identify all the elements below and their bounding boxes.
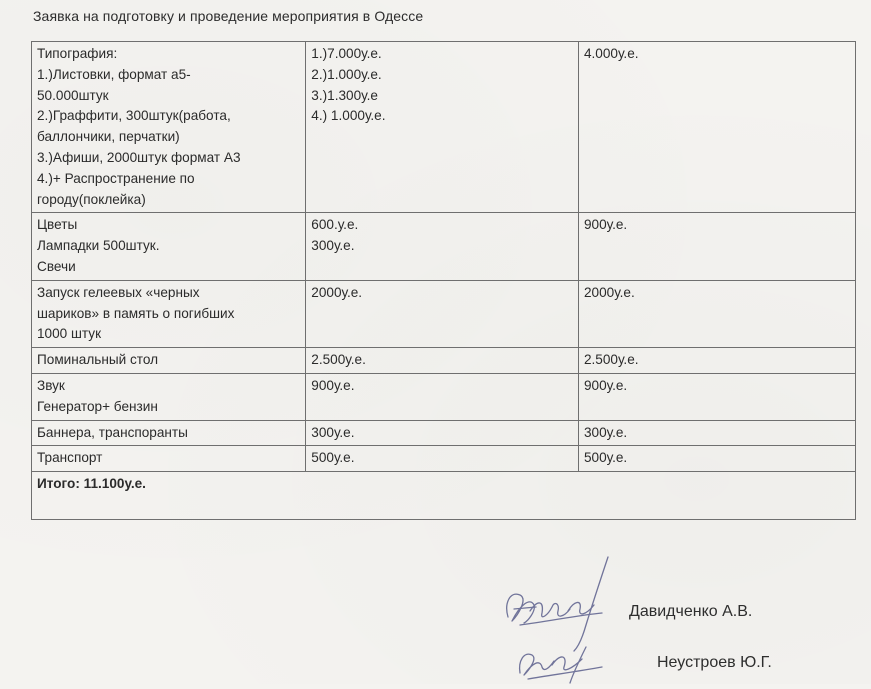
budget-table-body xyxy=(32,42,856,520)
total-cell: Итого: 11.100у.е. xyxy=(32,472,856,520)
requested-cell xyxy=(578,446,855,472)
cost-cell xyxy=(306,280,579,347)
cell-line: Цветы xyxy=(37,217,78,233)
cell-line: 500у.е. xyxy=(583,450,628,466)
cell-line: 600.у.е. xyxy=(311,217,359,233)
table-row xyxy=(32,280,856,347)
cell-line: 500у.е. xyxy=(311,450,355,466)
cell-line: 1000 штук xyxy=(37,326,102,342)
cell-line: 50.000штук xyxy=(37,87,109,103)
cell-line: 1.)Листовки, формат а5- xyxy=(37,66,191,82)
cell-line: шариков» в память о погибших xyxy=(37,305,235,321)
signatory-name-1: Давидченко А.В. xyxy=(629,603,753,620)
requested-cell xyxy=(578,280,855,347)
item-cell xyxy=(32,42,306,213)
table-row xyxy=(32,348,856,374)
table-row xyxy=(32,446,856,472)
signatory-name-2: Неустроев Ю.Г. xyxy=(657,654,772,671)
item-cell xyxy=(32,446,306,472)
item-cell xyxy=(32,420,306,446)
cell-line: 900у.е. xyxy=(311,377,355,393)
cell-line: Поминальный стол xyxy=(37,352,159,368)
cell-line: 300у.е. xyxy=(583,424,628,440)
requested-cell xyxy=(578,348,855,374)
cell-line: 900у.е. xyxy=(583,377,628,393)
cell-line: Звук xyxy=(37,377,65,393)
cell-line: 3.)1.300у.е xyxy=(311,87,378,103)
cell-line: 300у.е. xyxy=(311,238,355,254)
cell-line: 1.)7.000у.е. xyxy=(311,46,382,61)
table-row xyxy=(32,420,856,446)
cell-line: 2.500у.е. xyxy=(583,352,639,368)
table-row xyxy=(32,213,856,280)
cell-line: Типография: xyxy=(37,46,118,61)
item-cell xyxy=(32,373,306,420)
cell-line: Свечи xyxy=(37,258,76,274)
cell-line: 2000у.е. xyxy=(311,284,363,300)
cell-line: Запуск гелеевых «черных xyxy=(37,284,200,300)
cost-cell xyxy=(306,42,579,213)
total-row xyxy=(32,472,856,520)
cell-line: 300у.е. xyxy=(311,424,355,440)
cost-cell xyxy=(306,420,579,446)
requested-cell xyxy=(578,42,855,213)
budget-table xyxy=(31,41,856,520)
cell-line: баллончики, перчатки) xyxy=(37,129,180,145)
cell-line: 3.)Афиши, 2000штук формат А3 xyxy=(37,149,241,165)
item-cell xyxy=(32,348,306,374)
cell-line: 2.)Граффити, 300штук(работа, xyxy=(37,108,231,124)
item-cell xyxy=(32,280,306,347)
cell-line: 4.)+ Распространение по xyxy=(37,170,195,186)
cell-line: Генератор+ бензин xyxy=(37,398,158,414)
requested-cell xyxy=(578,213,855,280)
cell-line: 2000у.е. xyxy=(583,284,635,300)
cell-line: Баннера, транспоранты xyxy=(37,424,188,440)
cell-line: 2.)1.000у.е. xyxy=(311,66,382,82)
table-row xyxy=(32,42,856,213)
requested-cell xyxy=(578,420,855,446)
item-cell xyxy=(32,213,306,280)
cost-cell xyxy=(306,446,579,472)
cell-line: 4.) 1.000у.е. xyxy=(311,108,386,124)
cost-cell xyxy=(306,373,579,420)
cell-line: городу(поклейка) xyxy=(37,191,146,207)
requested-cell xyxy=(578,373,855,420)
cell-line: 2.500у.е. xyxy=(311,352,366,368)
cell-line: Транспорт xyxy=(37,450,103,466)
cost-cell xyxy=(306,348,579,374)
cell-line: 900у.е. xyxy=(583,217,628,233)
table-row xyxy=(32,373,856,420)
cost-cell xyxy=(306,213,579,280)
cell-line: 4.000у.е. xyxy=(583,46,639,61)
cell-line: Лампадки 500штук. xyxy=(37,238,160,254)
document-title: Заявка на подготовку и проведение мероприятия в Одессе xyxy=(33,8,424,24)
